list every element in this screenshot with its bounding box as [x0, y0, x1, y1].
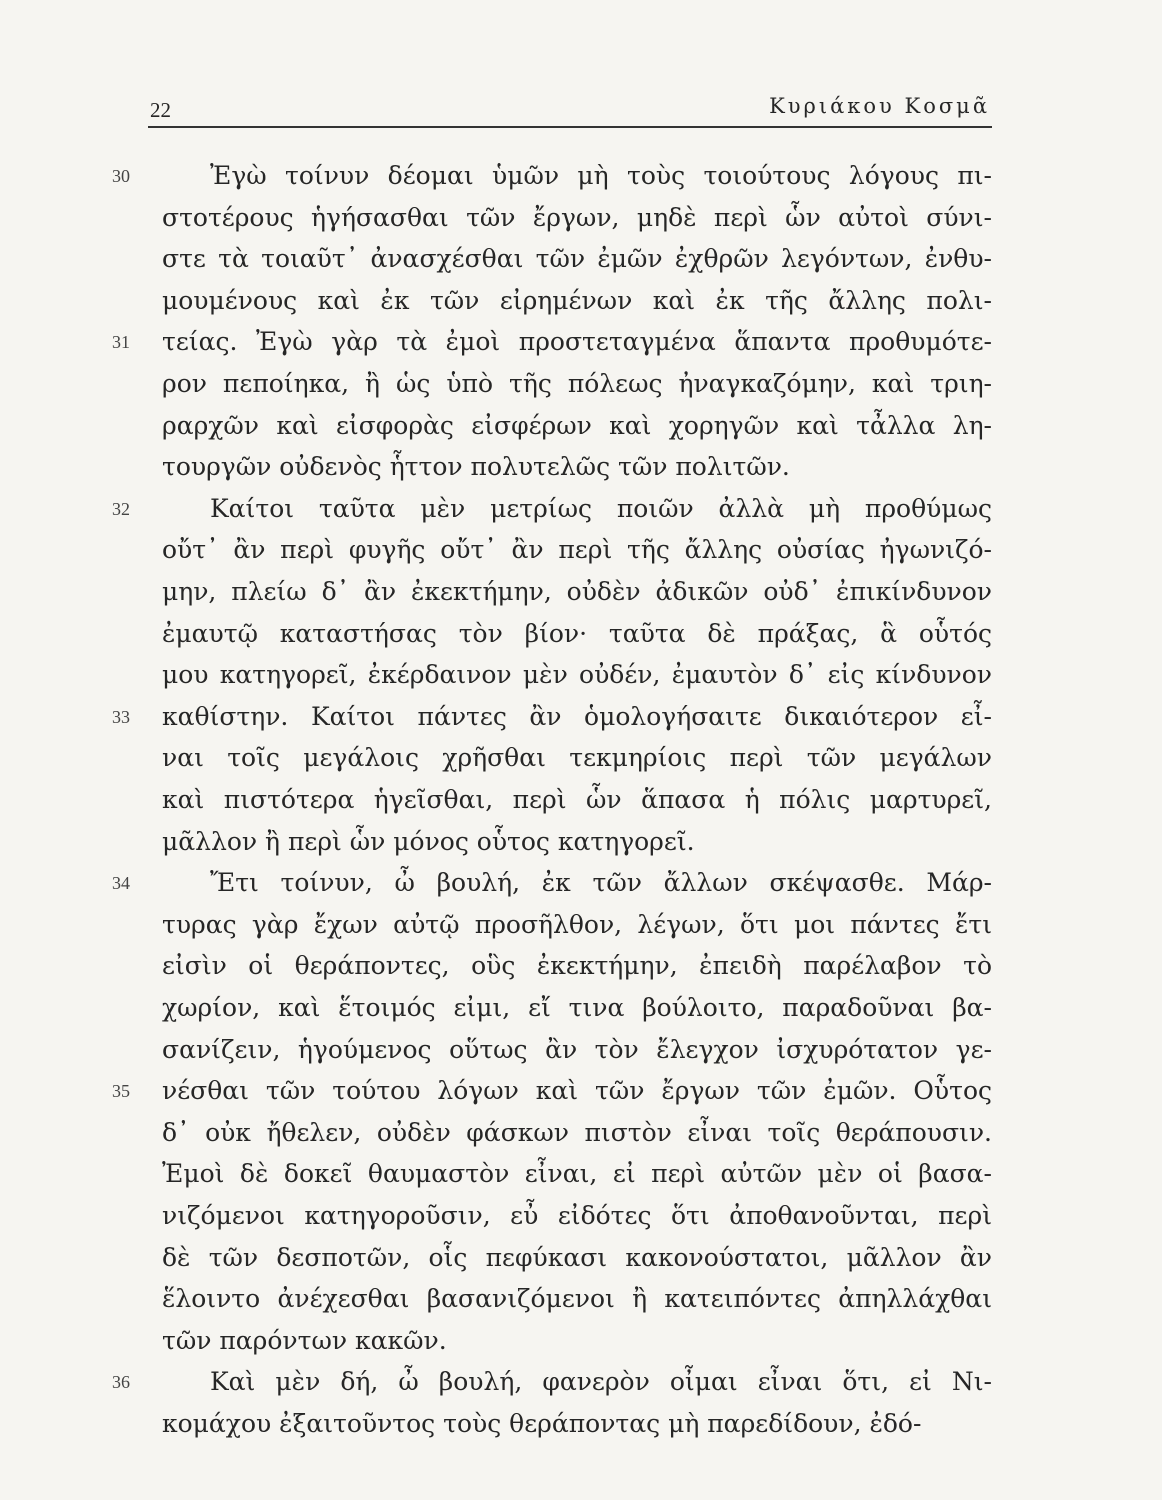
text-line: νέσθαι τῶν τούτου λόγων καὶ τῶν ἔργων τῶν ἐμῶν. Οὗτος — [162, 1076, 992, 1106]
text-line: κομάχου ἐξαιτοῦντος τοὺς θεράποντας μὴ παρεδίδουν, ἐδό- — [162, 1409, 922, 1438]
text-line: σανίζειν, ἡγούμενος οὕτως ἂν τὸν ἔλεγχον ἰσχυρότατον γε- — [162, 1034, 992, 1064]
page-number: 22 — [150, 98, 171, 122]
text-line: εἰσὶν οἱ θεράποντες, οὓς ἐκεκτήμην, ἐπειδὴ παρέλαβον τὸ — [162, 951, 992, 981]
text-line: ρον πεποίηκα, ἢ ὡς ὑπὸ τῆς πόλεως ἠναγκαζόμην, καὶ τριη- — [162, 369, 992, 398]
text-line: μᾶλλον ἢ περὶ ὧν μόνος οὗτος κατηγορεῖ. — [162, 826, 695, 856]
text-line: χωρίον, καὶ ἕτοιμός εἰμι, εἴ τινα βούλοιτο, παραδοῦναι βα- — [162, 993, 992, 1022]
text-line: ἕλοιντο ἀνέχεσθαι βασανιζόμενοι ἢ κατειπόντες ἀπηλλάχθαι — [162, 1284, 992, 1314]
running-title: Κυριάκου Κοσμᾶ — [769, 94, 990, 118]
text-line: τυρας γὰρ ἔχων αὐτῷ προσῆλθον, λέγων, ὅτι μοι πάντες ἔτι — [162, 909, 992, 939]
text-line: δ᾿ οὐκ ἤθελεν, οὐδὲν φάσκων πιστὸν εἶναι τοῖς θεράπουσιν. — [162, 1117, 992, 1147]
text-line: τουργῶν οὐδενὸς ἧττον πολυτελῶς τῶν πολιτῶν. — [162, 452, 790, 482]
text-line: Καίτοι ταῦτα μὲν μετρίως ποιῶν ἀλλὰ μὴ προθύμως — [210, 493, 992, 523]
text-line: Ἐμοὶ δὲ δοκεῖ θαυμαστὸν εἶναι, εἰ περὶ αὐτῶν μὲν οἱ βασα- — [162, 1159, 992, 1189]
text-line: στοτέρους ἡγήσασθαι τῶν ἔργων, μηδὲ περὶ ὧν αὐτοὶ σύνι- — [162, 202, 992, 232]
text-line: τείας. Ἐγὼ γὰρ τὰ ἐμοὶ προστεταγμένα ἅπαντα προθυμότε- — [162, 327, 992, 357]
section-number: 36 — [112, 1372, 130, 1393]
running-header — [148, 92, 992, 128]
text-line: καθίστην. Καίτοι πάντες ἂν ὁμολογήσαιτε δικαιότερον εἶ- — [162, 701, 992, 731]
text-line: μουμένους καὶ ἐκ τῶν εἰρημένων καὶ ἐκ τῆς ἄλλης πολι- — [162, 285, 992, 315]
text-line: νιζόμενοι κατηγοροῦσιν, εὖ εἰδότες ὅτι ἀποθανοῦνται, περὶ — [162, 1201, 992, 1230]
section-number: 31 — [112, 332, 130, 353]
text-line: τῶν παρόντων κακῶν. — [162, 1325, 447, 1355]
text-line: μην, πλείω δ᾿ ἂν ἐκεκτήμην, οὐδὲν ἀδικῶν οὐδ᾿ ἐπικίνδυνον — [162, 577, 992, 606]
text-line: Ἐγὼ τοίνυν δέομαι ὑμῶν μὴ τοὺς τοιούτους λόγους πι- — [210, 161, 992, 190]
section-number: 34 — [112, 873, 130, 894]
text-line: μου κατηγορεῖ, ἐκέρδαινον μὲν οὐδέν, ἐμαυτὸν δ᾿ εἰς κίνδυνον — [162, 660, 992, 690]
text-line: οὔτ᾿ ἂν περὶ φυγῆς οὔτ᾿ ἂν περὶ τῆς ἄλλης οὐσίας ἠγωνιζό- — [162, 535, 992, 565]
section-number: 30 — [112, 166, 130, 186]
text-line: ναι τοῖς μεγάλοις χρῆσθαι τεκμηρίοις περὶ τῶν μεγάλων — [162, 743, 992, 773]
text-line: καὶ πιστότερα ἡγεῖσθαι, περὶ ὧν ἅπασα ἡ πόλις μαρτυρεῖ, — [162, 785, 992, 814]
text-line: ραρχῶν καὶ εἰσφορὰς εἰσφέρων καὶ χορηγῶν καὶ τἆλλα λη- — [162, 410, 992, 440]
text-line: στε τὰ τοιαῦτ᾿ ἀνασχέσθαι τῶν ἐμῶν ἐχθρῶν λεγόντων, ἐνθυ- — [162, 244, 992, 274]
text-line: Ἔτι τοίνυν, ὦ βουλή, ἐκ τῶν ἄλλων σκέψασθε. Μάρ- — [210, 868, 992, 898]
text-line: δὲ τῶν δεσποτῶν, οἷς πεφύκασι κακονούστατοι, μᾶλλον ἂν — [162, 1242, 992, 1272]
text-line: Καὶ μὲν δή, ὦ βουλή, φανερὸν οἶμαι εἶναι ὅτι, εἰ Νι- — [210, 1367, 992, 1397]
section-number: 35 — [112, 1081, 130, 1102]
section-number: 33 — [112, 706, 130, 727]
section-number: 32 — [112, 498, 130, 519]
text-line: ἐμαυτῷ καταστήσας τὸν βίον· ταῦτα δὲ πράξας, ἃ οὗτός — [162, 618, 992, 648]
